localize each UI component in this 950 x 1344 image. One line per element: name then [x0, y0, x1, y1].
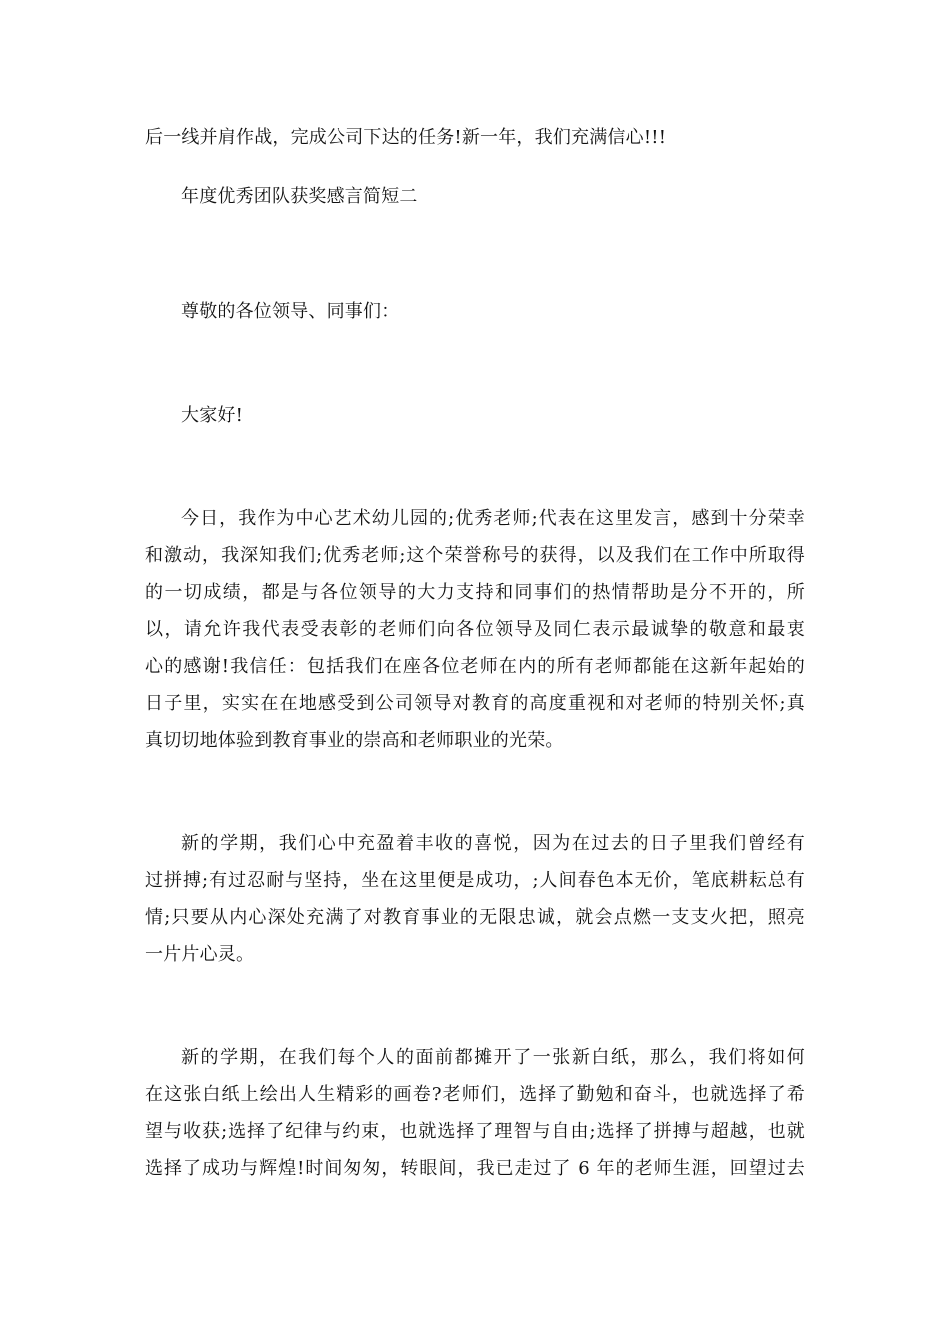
paragraph-line: 情;只要从内心深处充满了对教育事业的无限忠诚，就会点燃一支支火把，照亮	[145, 907, 805, 928]
paragraph-line: 真切切地体验到教育事业的崇高和老师职业的光荣。	[145, 730, 564, 751]
paragraph-line: 今日，我作为中心艺术幼儿园的;优秀老师;代表在这里发言，感到十分荣幸	[181, 508, 805, 529]
paragraph-line: 心的感谢!我信任：包括我们在座各位老师在内的所有老师都能在这新年起始的	[145, 656, 805, 677]
paragraph-line: 日子里，实实在在地感受到公司领导对教育的高度重视和对老师的特别关怀;真	[145, 693, 805, 714]
paragraph-line: 的一切成绩，都是与各位领导的大力支持和同事们的热情帮助是分不开的，所	[145, 582, 805, 603]
paragraph-line: 后一线并肩作战，完成公司下达的任务!新一年，我们充满信心!!!	[145, 127, 667, 148]
paragraph-line: 选择了成功与辉煌!时间匆匆，转眼间，我已走过了 6 年的老师生涯，回望过去	[145, 1158, 805, 1179]
paragraph-line: 一片片心灵。	[145, 944, 255, 965]
paragraph-line: 新的学期，我们心中充盈着丰收的喜悦，因为在过去的日子里我们曾经有	[181, 833, 805, 854]
paragraph-line: 望与收获;选择了纪律与约束，也就选择了理智与自由;选择了拼搏与超越，也就	[145, 1121, 805, 1142]
paragraph-line: 新的学期，在我们每个人的面前都摊开了一张新白纸，那么，我们将如何	[181, 1047, 805, 1068]
salutation: 尊敬的各位领导、同事们：	[181, 301, 400, 322]
section-heading: 年度优秀团队获奖感言简短二	[181, 186, 418, 207]
paragraph-line: 和激动，我深知我们;优秀老师;这个荣誉称号的获得，以及我们在工作中所取得	[145, 545, 805, 566]
greeting: 大家好!	[181, 405, 244, 426]
paragraph-line: 以，请允许我代表受表彰的老师们向各位领导及同仁表示最诚挚的敬意和最衷	[145, 619, 805, 640]
paragraph-line: 过拼搏;有过忍耐与坚持，坐在这里便是成功，;人间春色本无价，笔底耕耘总有	[145, 870, 805, 891]
paragraph-line: 在这张白纸上绘出人生精彩的画卷?老师们，选择了勤勉和奋斗，也就选择了希	[145, 1084, 805, 1105]
